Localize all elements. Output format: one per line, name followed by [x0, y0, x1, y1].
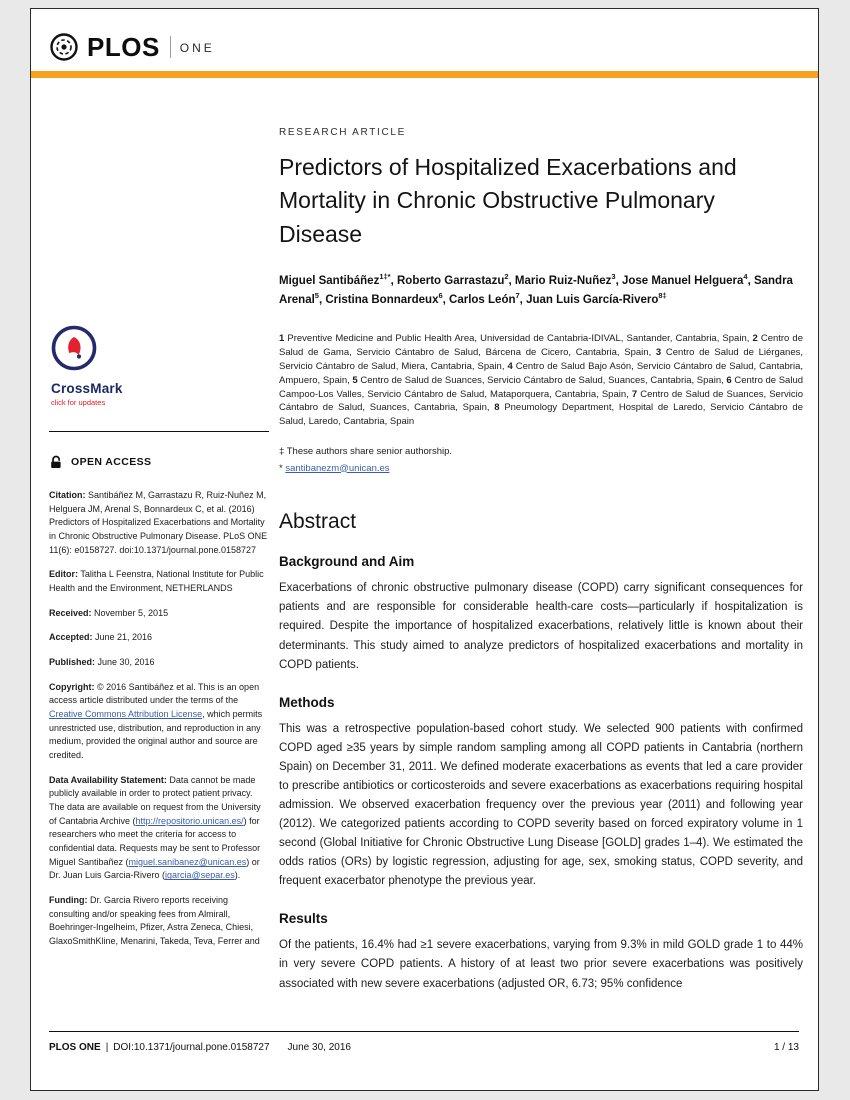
author-name: Sandra Arenal [279, 274, 793, 307]
copyright-block [49, 681, 269, 763]
article-type-kicker: RESEARCH ARTICLE [279, 127, 407, 138]
author[interactable] [279, 272, 391, 287]
crossmark-badge[interactable] [51, 325, 269, 407]
affiliation-number: 1 [279, 333, 285, 345]
affiliation-text: Centro de Salud de Suances, Servicio Cántabro de Salud, Suances, Cantabria, Spain, [279, 388, 803, 414]
sidebar-divider [49, 431, 269, 432]
affiliation-number: 5 [352, 374, 358, 386]
author[interactable] [526, 291, 667, 307]
author[interactable] [449, 291, 520, 307]
affiliation-number: 4 [507, 361, 513, 372]
santibanez-email-link[interactable]: miguel.sanibanez@unican.es [128, 856, 247, 867]
garcia-email-link[interactable]: jgarcia@separ.es [165, 870, 235, 881]
abstract-heading: Abstract [279, 510, 357, 534]
author-name: Jose Manuel Helguera [621, 274, 744, 287]
author-name: Cristina Bonnardeux [325, 294, 439, 307]
affiliation-text: Centro de Salud Campoo-Los Valles, Servicio Cántabro de Salud, Mataporquera, Cantabria, Spain, [279, 374, 803, 400]
funding-text: Dr. Garcia Rivero reports receiving consulting and/or speaking fees from Almirall, Boehringer-Ingelheim, Pfizer, Astra Zeneca, Chiesi, GlaxoSmithKline, Menarini, Takeda, Teva, Ferrer and [49, 895, 260, 947]
author-separator: , [508, 274, 515, 287]
abstract-section-results [279, 911, 803, 993]
footer-doi: DOI:10.1371/journal.pone.0158727 [113, 1042, 270, 1053]
received-label: Received: [49, 607, 92, 618]
affiliation-text: Centro de Salud de Gama, Servicio Cántabro de Salud, Bárcena de Cicero, Cantabria, Spain, [279, 333, 803, 359]
plos-logo-icon [49, 32, 79, 62]
logo-divider [170, 36, 171, 58]
editor-text: Talitha L Feenstra, National Institute for Public Health and the Environment, NETHERLANDS [49, 569, 264, 594]
data-availability-seg3: ) or Dr. Juan Luis Garcia-Rivero ( [49, 856, 260, 881]
abstract-section-background [279, 554, 803, 674]
cc-license-link[interactable]: Creative Commons Attribution License [49, 709, 203, 720]
author-separator: , [390, 274, 397, 287]
author[interactable] [325, 291, 443, 307]
author-separator: , [442, 294, 450, 307]
corresponding-email-link[interactable]: santibanezm@unican.es [285, 462, 390, 474]
author-name: Juan Luis García-Rivero [526, 294, 659, 307]
plos-one-text: ONE [179, 41, 215, 55]
affiliation-number: 8 [494, 402, 500, 414]
author-separator: , [615, 274, 622, 287]
author[interactable] [514, 272, 616, 287]
data-availability-seg4: ). [234, 870, 241, 881]
copyright-text-pre: © 2016 Santibáñez et al. This is an open access article distributed under the terms of the [49, 681, 260, 706]
accepted-date: June 21, 2016 [92, 632, 153, 643]
data-availability-seg2: ) for researchers who meet the criteria for access to confidential data. Requests may be sent to Professor Miguel Santibañez ( [49, 815, 261, 867]
author[interactable] [396, 272, 509, 287]
page-footer [49, 1031, 799, 1053]
affiliation-number: 7 [631, 388, 638, 400]
citation-text: Santibáñez M, Garrastazu R, Ruiz-Nuñez M, Helguera JM, Arenal S, Bonnardeux C, et al. (2016) Predictors of Hospitalized Exacerbations and Mortality in Chronic Obstructive Pulmonary Disease. PLoS ONE 11(6): e0158727. doi:10.1371/journal.pone.0158727 [49, 490, 268, 555]
corresponding-author-note [279, 462, 803, 477]
published-date: June 30, 2016 [95, 657, 155, 668]
published-label: Published: [49, 657, 96, 668]
published-block [49, 656, 269, 670]
funding-block [49, 894, 269, 949]
author-list [279, 271, 803, 309]
editor-block [49, 568, 269, 595]
footer-journal: PLOS ONE [49, 1042, 101, 1053]
author-separator: , [747, 274, 754, 287]
author[interactable] [621, 272, 748, 287]
corresponding-marker: * [279, 462, 286, 474]
copyright-text-post: , which permits unrestricted use, distribution, and reproduction in any medium, provided the original author and source are credited. [49, 709, 263, 761]
affiliation-list [279, 332, 803, 428]
crossmark-icon [51, 325, 97, 371]
page-number: 1 / 13 [773, 1042, 799, 1053]
affiliation-text: Centro de Salud de Suances, Servicio Cántabro de Salud, Suances, Cantabria, Spain, [357, 374, 727, 386]
funding-label: Funding: [49, 895, 88, 906]
author-affil-sup: 4 [743, 272, 748, 282]
author-affil-sup: 5 [314, 291, 319, 301]
affiliation-text: Centro de Salud Bajo Asón, Servicio Cántabro de Salud, Cantabria, Ampuero, Spain, [279, 361, 803, 386]
abstract-section-methods [279, 695, 803, 892]
author-name: Roberto Garrastazu [396, 274, 505, 287]
author-name: Carlos León [449, 294, 516, 307]
accent-bar [31, 71, 818, 78]
repository-link[interactable]: http://repositorio.unican.es/ [135, 815, 244, 826]
citation-label: Citation: [49, 490, 86, 500]
plos-logo-text: PLOS [87, 31, 160, 62]
affiliation-number: 2 [752, 333, 758, 345]
copyright-label: Copyright: [49, 681, 95, 692]
article-title: Predictors of Hospitalized Exacerbations and Mortality in Chronic Obstructive Pulmonary Disease [279, 154, 737, 247]
affiliation-number: 3 [655, 347, 662, 359]
crossmark-subtitle: click for updates [51, 398, 106, 407]
sidebar [49, 325, 269, 1025]
accepted-block [49, 631, 269, 645]
author-affil-sup: 3 [611, 272, 616, 282]
open-lock-icon [49, 454, 64, 469]
section-body: This was a retrospective population-based cohort study. We selected 900 patients with confirmed COPD aged ≥35 years by simple random sampling among all COPD patients in Cantabria (northern Spain) on December 31, 2011. We defined moderate exacerbations as events that led a care provider to prescribe antibiotics or corticosteroids and severe exacerbations as exacerbations requiring hospital admission. We observed exacerbation frequency over the previous year (2011) and following year (2012). We categorized patients according to COPD severity based on forced expiratory volume in 1 second (Global Initiative for Chronic Obstructive Lung Disease [GOLD] grades 1–4). We estimated the odds ratios (ORs) by logistic regression, adjusting for age, sex, smoking status, COPD severity, and frequent exacerbator phenotype the previous year. [279, 722, 803, 888]
section-heading: Methods [279, 694, 335, 710]
article-main [279, 127, 803, 994]
footer-date: June 30, 2016 [287, 1042, 351, 1053]
affiliation-text: Pneumology Department, Hospital de Laredo, Servicio Cántabro de Salud, Laredo, Cantabria, Spain [279, 402, 803, 428]
journal-masthead [49, 29, 215, 65]
article-page [30, 8, 819, 1091]
affiliation-text: Centro de Salud de Liérganes, Servicio Cántabro de Salud, Miera, Cantabria, Spain, [279, 347, 803, 372]
author-affil-sup: 1‡* [379, 272, 391, 282]
crossmark-label: CrossMark [51, 381, 123, 396]
author-affil-sup: 2 [504, 272, 509, 282]
accepted-label: Accepted: [49, 632, 93, 643]
affiliation-text: Preventive Medicine and Public Health Area, Universidad de Cantabria-IDIVAL, Santander, Cantabria, Spain, [284, 333, 753, 345]
received-date: November 5, 2015 [91, 607, 169, 618]
open-access-badge [49, 454, 269, 469]
data-availability-seg1: Data cannot be made publicly available in order to protect patient privacy. The data are available on request from the University of Cantabria Archive ( [49, 774, 261, 826]
citation-block [49, 489, 269, 557]
author-name: Mario Ruiz-Nuñez [514, 274, 612, 287]
author-name: Miguel Santibáñez [279, 274, 380, 287]
received-block [49, 607, 269, 621]
authorship-note: ‡ These authors share senior authorship. [279, 445, 453, 457]
author-affil-sup: 7 [515, 291, 520, 301]
editor-label: Editor: [49, 569, 78, 580]
author-separator: , [318, 294, 326, 307]
section-heading: Background and Aim [279, 554, 415, 570]
footer-separator: | [105, 1042, 109, 1053]
footer-row [49, 1042, 799, 1053]
author-affil-sup: 6 [438, 291, 443, 301]
author-separator: , [519, 294, 527, 307]
footer-divider [49, 1031, 799, 1032]
section-heading: Results [279, 911, 328, 927]
author-affil-sup: 8‡ [658, 291, 667, 301]
affiliation-number: 6 [726, 374, 732, 386]
data-availability-label: Data Availability Statement: [49, 774, 167, 785]
section-body: Exacerbations of chronic obstructive pulmonary disease (COPD) carry significant consequences for patients and are responsible for considerable health-care costs—particularly if hospitalization is required. Despite the importance of hospitalized exacerbations, relatively little is known about their determinants. This study aimed to analyze predictors of hospitalized exacerbations and mortality in COPD patients. [279, 582, 803, 671]
open-access-label: OPEN ACCESS [71, 455, 152, 468]
footer-citation [49, 1042, 351, 1053]
section-body: Of the patients, 16.4% had ≥1 severe exacerbations, varying from 9.3% in mild GOLD grade 1 to 44% in very severe COPD patients. A history of at least two prior severe exacerbations was positively associated with new severe exacerbations (adjusted OR, 6.73; 95% confidence [279, 939, 803, 990]
data-availability-block [49, 774, 269, 883]
